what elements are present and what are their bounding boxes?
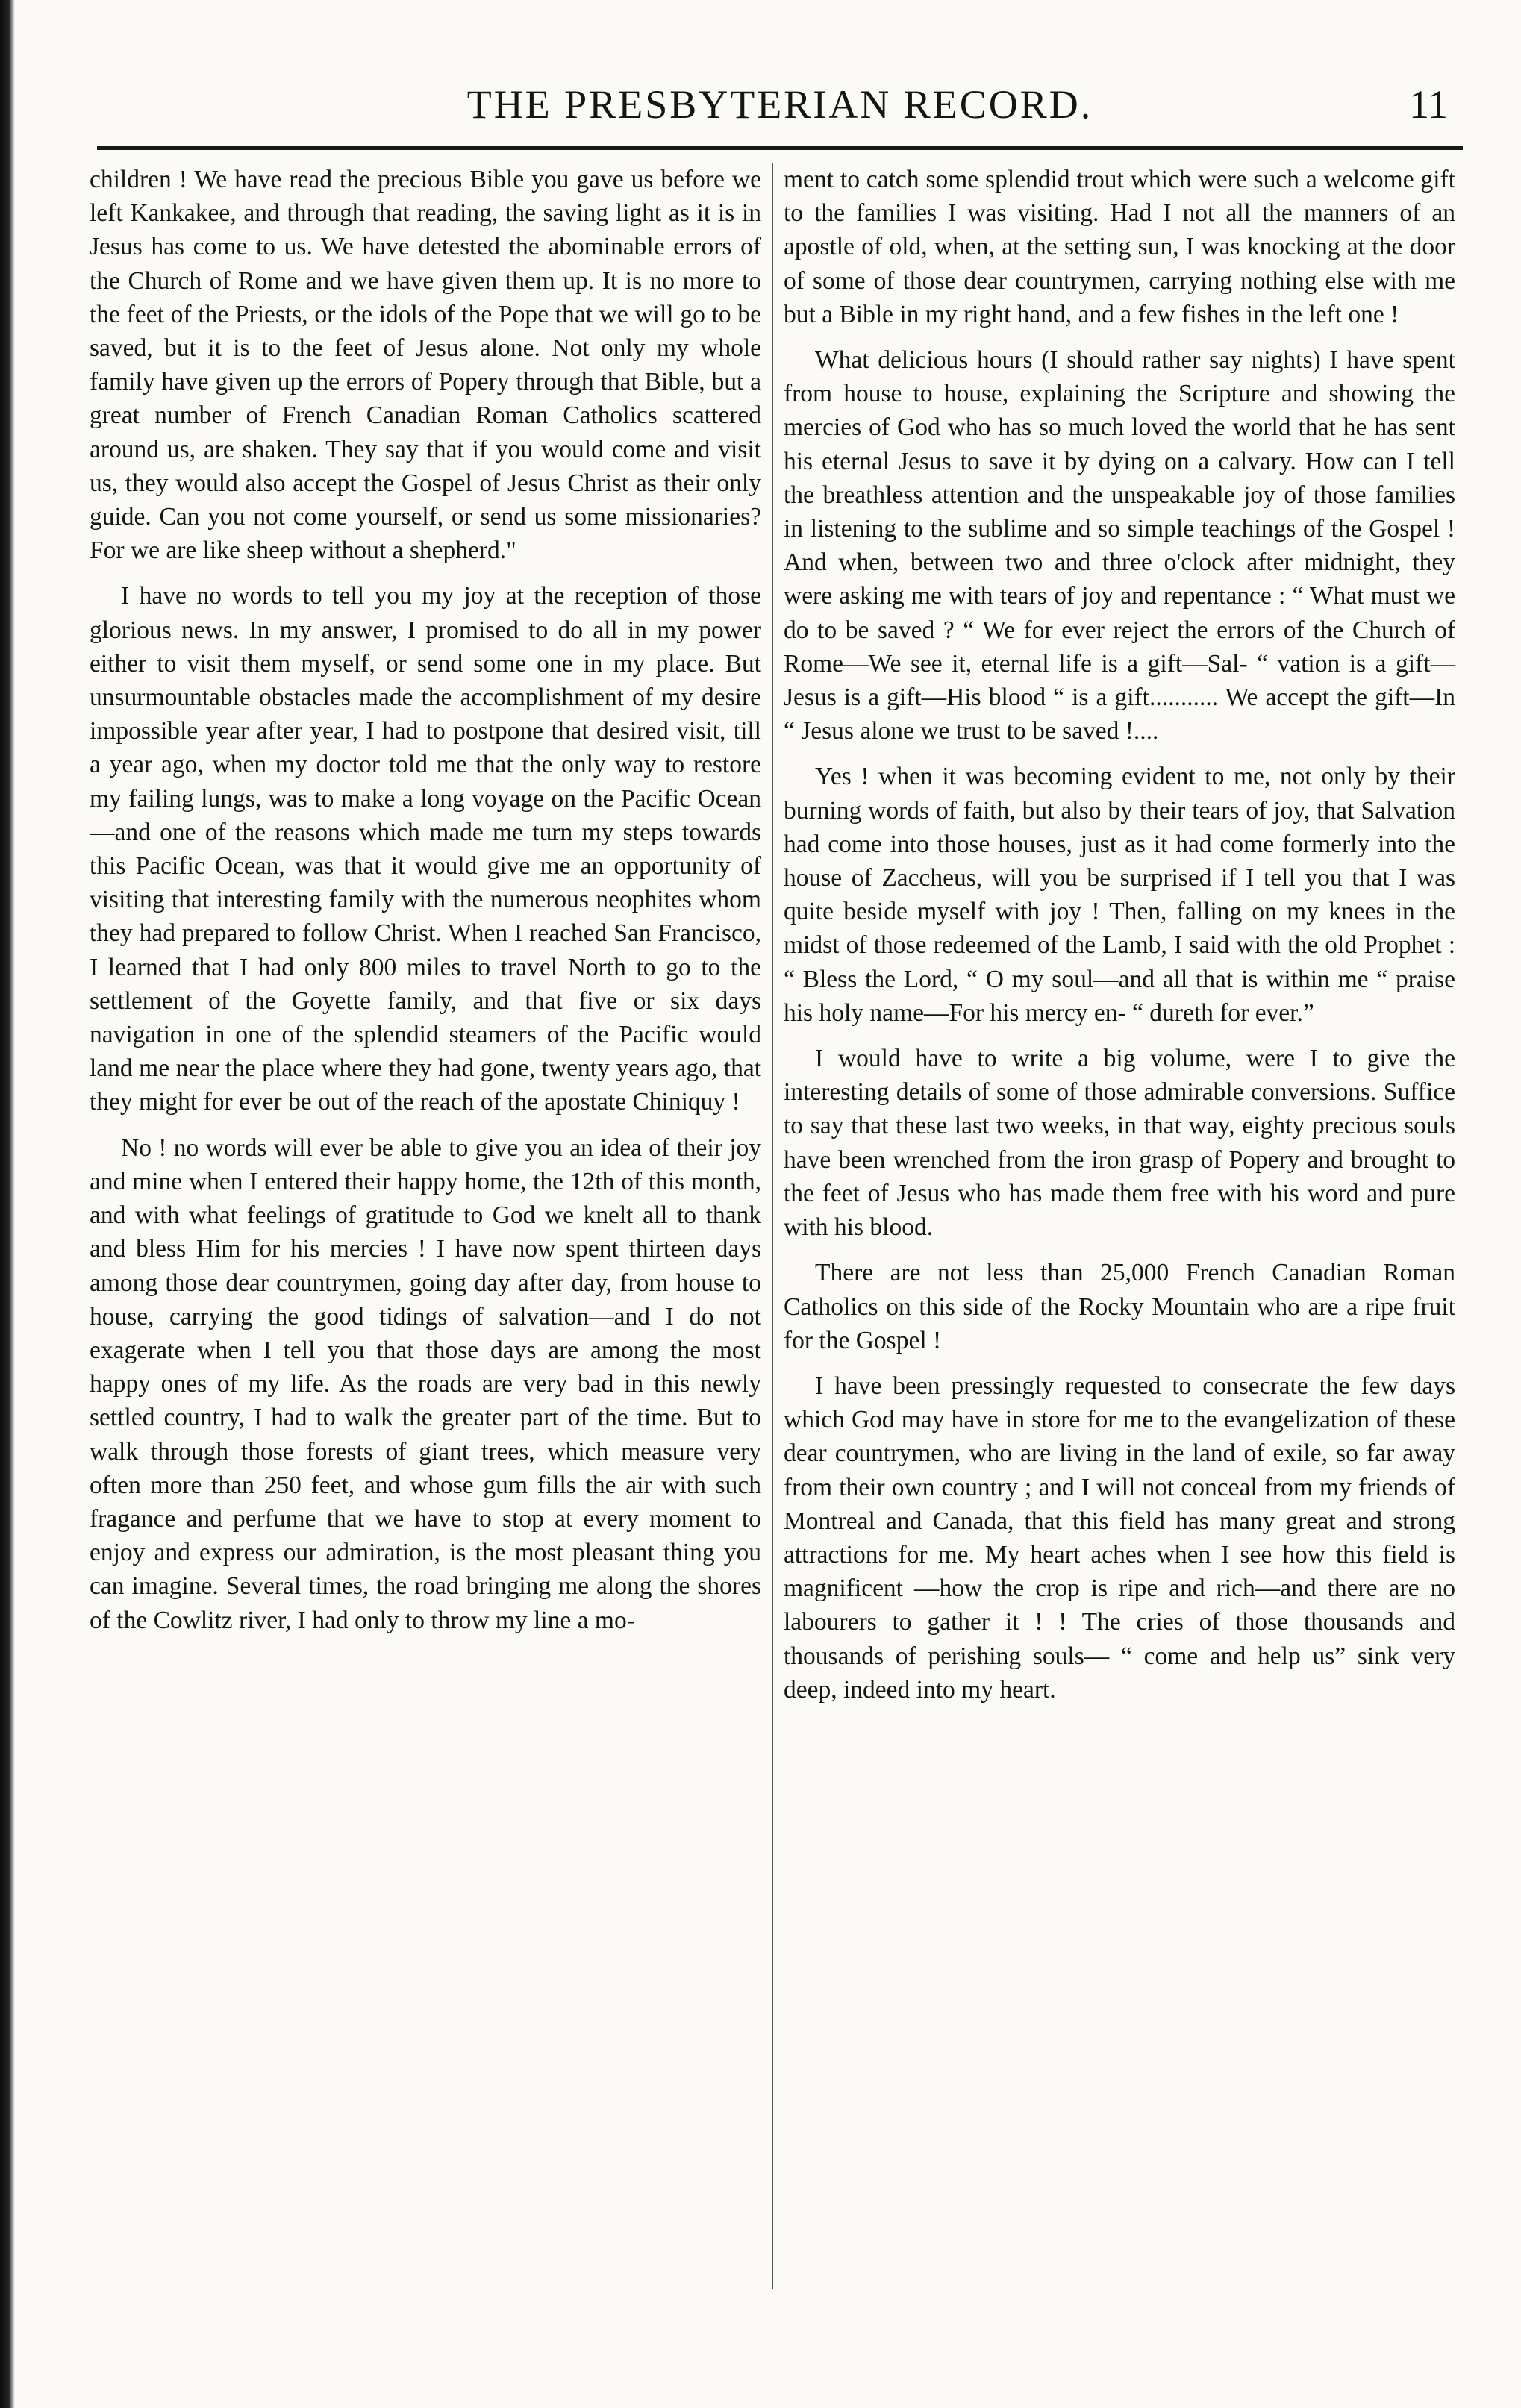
masthead-title: THE PRESBYTERIAN RECORD. bbox=[466, 82, 1093, 127]
paragraph: I have been pressingly requested to consecrate the few days which God may have in store for me to the evangelization of these dear countrymen, who are living in the land of exile, so far away from their own country ; and I will not conceal from my friends of Montreal and Canada, that this field has many great and strong attractions for me. My heart aches when I see how this field is magnificent —how the crop is ripe and rich—and there are no labourers to gather it ! ! The cries of those thousands and thousands of perishing souls— “ come and help us” sink very deep, indeed into my heart. bbox=[784, 1372, 1455, 1704]
left-column bbox=[90, 163, 761, 1649]
page-header bbox=[97, 75, 1463, 134]
paragraph: What delicious hours (I should rather say nights) I have spent from house to house, explaining the Scripture and showing the mercies of God who has so much loved the world that he has sent his eternal Jesus to save it by dying on a calvary. How can I tell the breathless attention and the unspeakable joy of those families in listening to the sublime and so simple teachings of the Gospel ! And when, between two and three o'clock after midnight, they were asking me with tears of joy and repentance : “ What must we do to be saved ? “ We for ever reject the errors of the Church of Rome—We see it, eternal life is a gift—Sal- “ vation is a gift—Jesus is a gift—His blood “ is a gift........... We accept the gift—In “ Jesus alone we trust to be saved !.... bbox=[784, 346, 1455, 745]
paragraph: children ! We have read the precious Bible you gave us before we left Kankakee, and through that reading, the saving light as it is in Jesus has come to us. We have detested the abominable errors of the Church of Rome and we have given them up. It is no more to the feet of the Priests, or the idols of the Pope that we will go to be saved, but it is to the feet of Jesus alone. Not only my whole family have given up the errors of Popery through that Bible, but a great number of French Canadian Roman Catholics scattered around us, are shaken. They say that if you would come and visit us, they would also accept the Gospel of Jesus Christ as their only guide. Can you not come yourself, or send us some missionaries? For we are like sheep without a shepherd." bbox=[90, 166, 761, 565]
paragraph: ment to catch some splendid trout which were such a welcome gift to the families I was visiting. Had I not all the manners of an apostle of old, when, at the setting sun, I was knocking at the door of some of those dear countrymen, carrying nothing else with me but a Bible in my right hand, and a few fishes in the left one ! bbox=[784, 166, 1455, 328]
right-column bbox=[784, 163, 1455, 1719]
paragraph: Yes ! when it was becoming evident to me, not only by their burning words of faith, but also by their tears of joy, that Salvation had come into those houses, just as it had come formerly into the house of Zaccheus, will you be surprised if I tell you that I was quite beside myself with joy ! Then, falling on my knees in the midst of those redeemed of the Lamb, I said with the old Prophet : “ Bless the Lord, “ O my soul—and all that is within me “ praise his holy name—For his mercy en- “ dureth for ever.” bbox=[784, 763, 1455, 1027]
paragraph: No ! no words will ever be able to give you an idea of their joy and mine when I entered their happy home, the 12th of this month, and with what feelings of gratitude to God we knelt all to thank and bless Him for his mercies ! I have now spent thirteen days among those dear countrymen, going day after day, from house to house, carrying the good tidings of salvation—and I do not exagerate when I tell you that those days are among the most happy ones of my life. As the roads are very bad in this newly settled country, I had to walk the greater part of the time. But to walk through those forests of giant trees, which measure very often more than 250 feet, and whose gum fills the air with such fragance and perfume that we have to stop at every moment to enjoy and express our admiration, is the most pleasant thing you can imagine. Several times, the road bringing me along the shores of the Cowlitz river, I had only to throw my line a mo- bbox=[90, 1133, 761, 1634]
header-rule bbox=[97, 146, 1463, 150]
column-divider bbox=[772, 163, 773, 2289]
paragraph: I have no words to tell you my joy at the reception of those glorious news. In my answer, I promised to do all in my power either to visit them myself, or send some one in my place. But unsurmountable obstacles made the accomplishment of my desire impossible year after year, I had to postpone that desired visit, till a year ago, when my doctor told me that the only way to restore my failing lungs, was to make a long voyage on the Pacific Ocean—and one of the reasons which made me turn my steps towards this Pacific Ocean, was that it would give me an opportunity of visiting that interesting family with the numerous neophites whom they had prepared to follow Christ. When I reached San Francisco, I learned that I had only 800 miles to travel North to go to the settlement of the Goyette family, and that five or six days navigation in one of the splendid steamers of the Pacific would land me near the place where they had gone, twenty years ago, that they might for ever be out of the reach of the apostate Chiniquy ! bbox=[90, 582, 761, 1116]
paragraph: I would have to write a big volume, were I to give the interesting details of some of those admirable conversions. Suffice to say that these last two weeks, in that way, eighty precious souls have been wrenched from the iron grasp of Popery and brought to the feet of Jesus who has made them free with his word and pure with his blood. bbox=[784, 1045, 1455, 1242]
page-number: 11 bbox=[1409, 82, 1448, 127]
paragraph: There are not less than 25,000 French Canadian Roman Catholics on this side of the Rocky Mountain who are a ripe fruit for the Gospel ! bbox=[784, 1259, 1455, 1354]
binding-edge bbox=[0, 0, 15, 2408]
